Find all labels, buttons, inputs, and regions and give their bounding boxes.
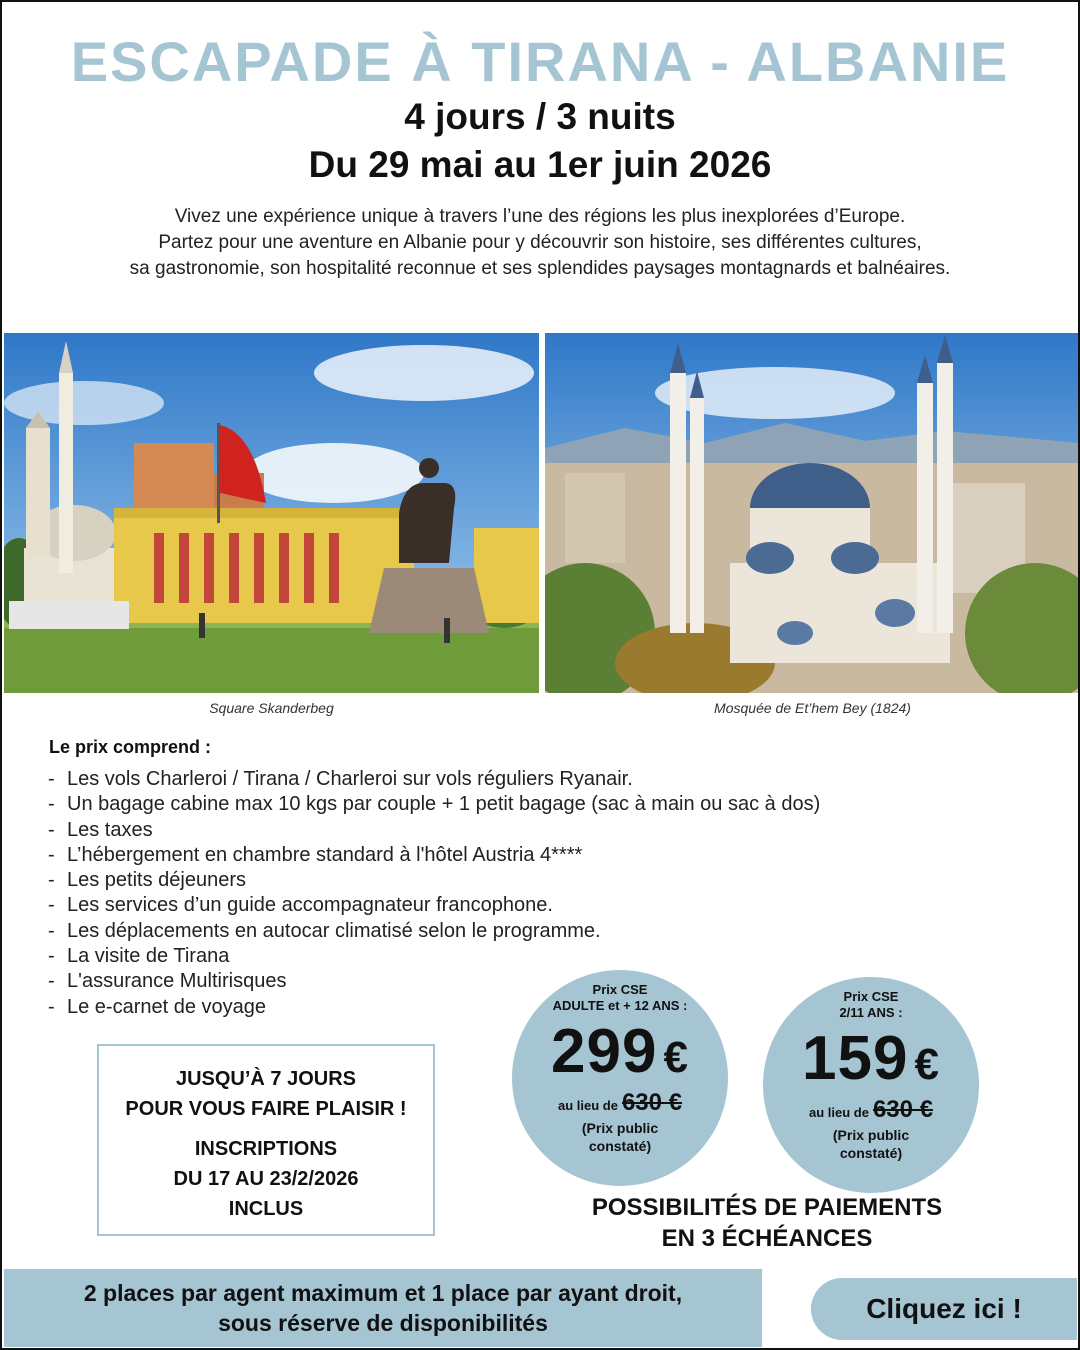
trip-duration: 4 jours / 3 nuits bbox=[404, 96, 676, 137]
list-item: - Le e-carnet de voyage bbox=[48, 995, 267, 1018]
list-item: - La visite de Tirana bbox=[48, 945, 230, 968]
old-price: au lieu de 630 € bbox=[808, 1096, 934, 1123]
photo-caption: Mosquée de Et’hem Bey (1824) bbox=[714, 700, 911, 716]
list-item: - Les petits déjeuners bbox=[48, 869, 247, 892]
intro-text bbox=[2, 204, 1078, 282]
price-badge-adult bbox=[512, 970, 728, 1186]
price-note: (Prix public constaté) bbox=[581, 1120, 659, 1154]
list-item: - L’hébergement en chambre standard à l'hôtel Austria 4**** bbox=[48, 843, 583, 866]
list-item: - Les déplacements en autocar climatisé selon le programme. bbox=[48, 919, 601, 942]
registration-line: DU 17 AU 23/2/2026 bbox=[173, 1168, 359, 1190]
price-badge-child bbox=[763, 977, 979, 1193]
registration-line: INSCRIPTIONS bbox=[194, 1138, 338, 1160]
registration-box bbox=[97, 1044, 435, 1236]
photo-caption: Square Skanderbeg bbox=[209, 700, 334, 716]
price-label: 2/11 ANS : bbox=[839, 1005, 903, 1020]
photo-mosque bbox=[545, 333, 1080, 693]
price-value: 299 € bbox=[551, 1017, 689, 1086]
list-item: - Les taxes bbox=[48, 818, 153, 841]
registration-line: INCLUS bbox=[228, 1198, 304, 1220]
list-item: - Un bagage cabine max 10 kgs par couple + 1 petit bagage (sac à main ou sac à dos) bbox=[48, 793, 821, 816]
price-label: Prix CSE bbox=[843, 989, 899, 1004]
list-item: - Les services d’un guide accompagnateur francophone. bbox=[48, 894, 553, 917]
price-note: (Prix public constaté) bbox=[832, 1127, 910, 1161]
promo-line: POUR VOUS FAIRE PLAISIR ! bbox=[125, 1098, 407, 1120]
old-price: au lieu de 630 € bbox=[557, 1089, 683, 1116]
price-value: 159 € bbox=[802, 1024, 940, 1093]
promo-line: JUSQU’À 7 JOURS bbox=[175, 1068, 357, 1090]
footer-notice: 2 places par agent maximum et 1 place par ayant droit, sous réserve de disponibilités bbox=[4, 1269, 762, 1347]
cta-button[interactable]: Cliquez ici ! bbox=[811, 1278, 1077, 1340]
page-title: ESCAPADE À TIRANA - ALBANIE bbox=[70, 30, 1010, 93]
list-item: - L'assurance Multirisques bbox=[48, 970, 287, 993]
photo-skanderbeg-square bbox=[4, 333, 539, 693]
payment-options: POSSIBILITÉS DE PAIEMENTS EN 3 ÉCHÉANCES bbox=[591, 1194, 943, 1252]
includes-heading: Le prix comprend : bbox=[49, 737, 212, 757]
intro-line: Partez pour une aventure en Albanie pour y découvrir son histoire, ses différentes cultures, bbox=[158, 232, 922, 253]
price-label: Prix CSE bbox=[592, 982, 648, 997]
trip-dates: Du 29 mai au 1er juin 2026 bbox=[308, 144, 772, 185]
list-item: - Les vols Charleroi / Tirana / Charleroi sur vols réguliers Ryanair. bbox=[48, 768, 633, 790]
intro-line: sa gastronomie, son hospitalité reconnue et ses splendides paysages montagnards et balnéaires. bbox=[129, 258, 951, 279]
price-label: ADULTE et + 12 ANS : bbox=[552, 998, 688, 1013]
intro-line: Vivez une expérience unique à travers l’une des régions les plus inexplorées d’Europe. bbox=[174, 206, 906, 227]
